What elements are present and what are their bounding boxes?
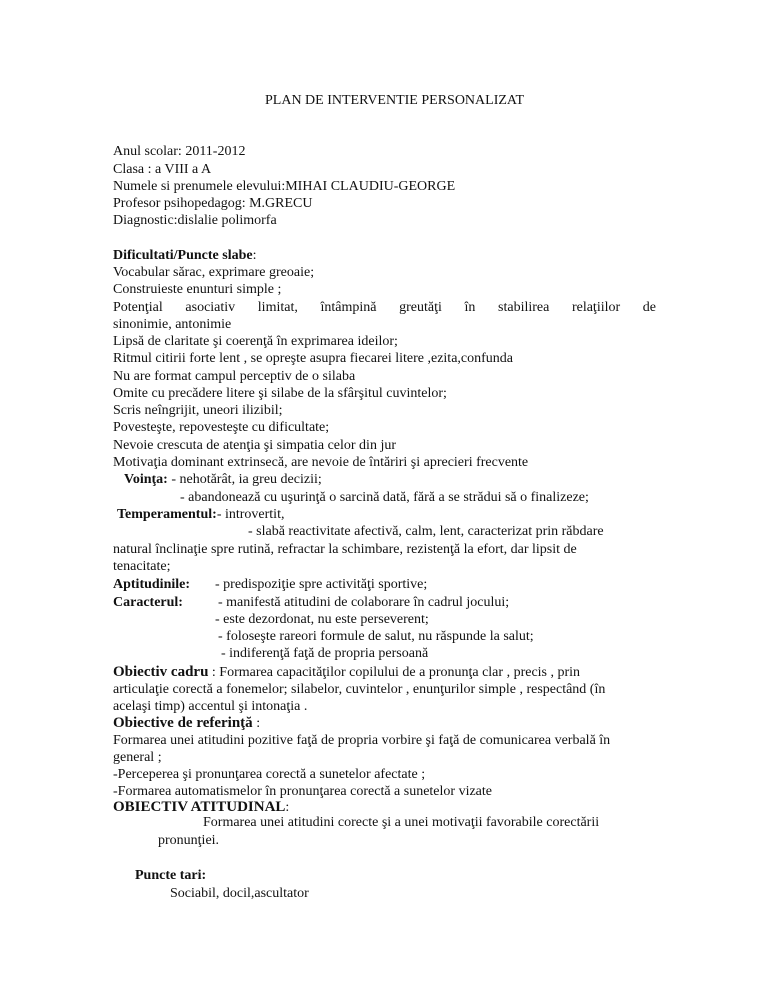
difficulty-line: Nu are format campul perceptiv de o silaba xyxy=(113,369,356,384)
reference-objective-line: -Formarea automatismelor în pronunţarea corectă a sunetelor vizate xyxy=(113,784,492,799)
difficulty-line: Scris neîngrijit, uneori ilizibil; xyxy=(113,403,283,418)
attitudinal-objective-line: pronunţiei. xyxy=(158,833,220,848)
will-text: - nehotărât, ia greu decizii; xyxy=(167,472,322,487)
temperament-text: - introvertit, xyxy=(216,507,285,522)
difficulties-colon: : xyxy=(252,248,257,263)
attitudinal-objective-suffix: : xyxy=(285,800,290,815)
attitudinal-objective-label: OBIECTIV ATITUDINAL xyxy=(113,799,286,815)
difficulty-line: Lipsă de claritate şi coerenţă în exprimarea ideilor; xyxy=(113,334,398,349)
teacher: Profesor psihopedagog: M.GRECU xyxy=(113,196,313,211)
reference-objective-line: -Perceperea şi pronunţarea corectă a sunetelor afectate ; xyxy=(113,767,426,782)
reference-objective-line: Formarea unei atitudini pozitive faţă de propria vorbire şi faţă de comunicarea verbală în xyxy=(113,733,611,748)
objective-frame-line-1 xyxy=(113,664,580,681)
word: de xyxy=(642,300,656,315)
reference-objectives-heading-line xyxy=(113,715,260,732)
temperament-line-1 xyxy=(117,507,284,523)
word: Potenţial xyxy=(113,300,163,315)
difficulty-line: sinonimie, antonimie xyxy=(113,317,232,332)
aptitudes-label: Aptitudinile: xyxy=(113,577,191,592)
word: în xyxy=(464,300,476,315)
temperament-line-4: tenacitate; xyxy=(113,559,171,574)
character-line: - manifestă atitudini de colaborare în cadrul jocului; xyxy=(218,595,510,610)
character-line: - este dezordonat, nu este perseverent; xyxy=(215,612,429,627)
character-label: Caracterul: xyxy=(113,595,183,610)
class: Clasa : a VIII a A xyxy=(113,162,212,177)
difficulty-line: Povesteşte, repovesteşte cu dificultate; xyxy=(113,420,330,435)
difficulty-line: Ritmul citirii forte lent , se opreşte asupra fiecarei litere ,ezita,confunda xyxy=(113,351,513,366)
student-name: Numele si prenumele elevului:MIHAI CLAUDIU-GEORGE xyxy=(113,179,456,194)
difficulty-line: Construieste enunturi simple ; xyxy=(113,282,282,297)
word: relaţiilor xyxy=(571,300,621,315)
will-line-1 xyxy=(124,472,322,488)
difficulty-line: Motivaţia dominant extrinsecă, are nevoie de întăriri şi aprecieri frecvente xyxy=(113,455,529,470)
attitudinal-objective-line: Formarea unei atitudini corecte şi a unei motivaţii favorabile corectării xyxy=(203,815,600,830)
reference-objectives-suffix: : xyxy=(252,716,261,731)
will-label: Voinţa: xyxy=(124,472,168,487)
temperament-line-3: natural înclinaţie spre rutină, refractar la schimbare, rezistenţă la efort, dar lipsit de xyxy=(113,542,577,557)
temperament-label: Temperamentul: xyxy=(117,507,217,522)
document-title: PLAN DE INTERVENTIE PERSONALIZAT xyxy=(265,93,525,108)
will-line-2: - abandonează cu uşurinţă o sarcină dată, fără a se strădui să o finalizeze; xyxy=(180,490,589,505)
character-line: - indiferenţă faţă de propria persoană xyxy=(221,646,429,661)
objective-frame-label: Obiectiv cadru xyxy=(113,664,209,680)
character-line: - foloseşte rareori formule de salut, nu răspunde la salut; xyxy=(218,629,534,644)
reference-objectives-label: Obiective de referinţă xyxy=(113,715,253,731)
word: greutăţi xyxy=(399,300,442,315)
reference-objective-line: general ; xyxy=(113,750,162,765)
objective-frame-line-2: articulaţie corectă a fonemelor; silabelor, cuvintelor , enunţurilor simple , respectând (în xyxy=(113,682,606,697)
objective-frame-line-3: acelaşi timp) accentul şi intonaţia . xyxy=(113,699,308,714)
aptitudes-text: - predispoziţie spre activităţi sportive; xyxy=(215,577,428,592)
strengths-text: Sociabil, docil,ascultator xyxy=(170,886,309,901)
difficulty-line: Nevoie crescuta de atenţia şi simpatia celor din jur xyxy=(113,438,397,453)
word: stabilirea xyxy=(498,300,550,315)
word: asociativ xyxy=(185,300,236,315)
word: limitat, xyxy=(257,300,298,315)
word: întâmpină xyxy=(320,300,377,315)
temperament-line-2: - slabă reactivitate afectivă, calm, lent, caracterizat prin răbdare xyxy=(248,524,604,539)
difficulty-line-justified xyxy=(113,300,656,316)
difficulty-line: Omite cu precădere litere şi silabe de la sfârşitul cuvintelor; xyxy=(113,386,447,401)
objective-frame-text: : Formarea capacităţilor copilului de a pronunţa clar , precis , prin xyxy=(208,665,581,680)
difficulties-heading: Dificultati/Puncte slabe xyxy=(113,248,253,263)
attitudinal-objective-heading-line xyxy=(113,799,289,816)
difficulties-heading-line xyxy=(113,248,257,264)
difficulty-line: Vocabular sărac, exprimare greoaie; xyxy=(113,265,315,280)
strengths-label: Puncte tari: xyxy=(135,868,207,883)
diagnosis: Diagnostic:dislalie polimorfa xyxy=(113,213,277,228)
school-year: Anul scolar: 2011-2012 xyxy=(113,144,246,159)
